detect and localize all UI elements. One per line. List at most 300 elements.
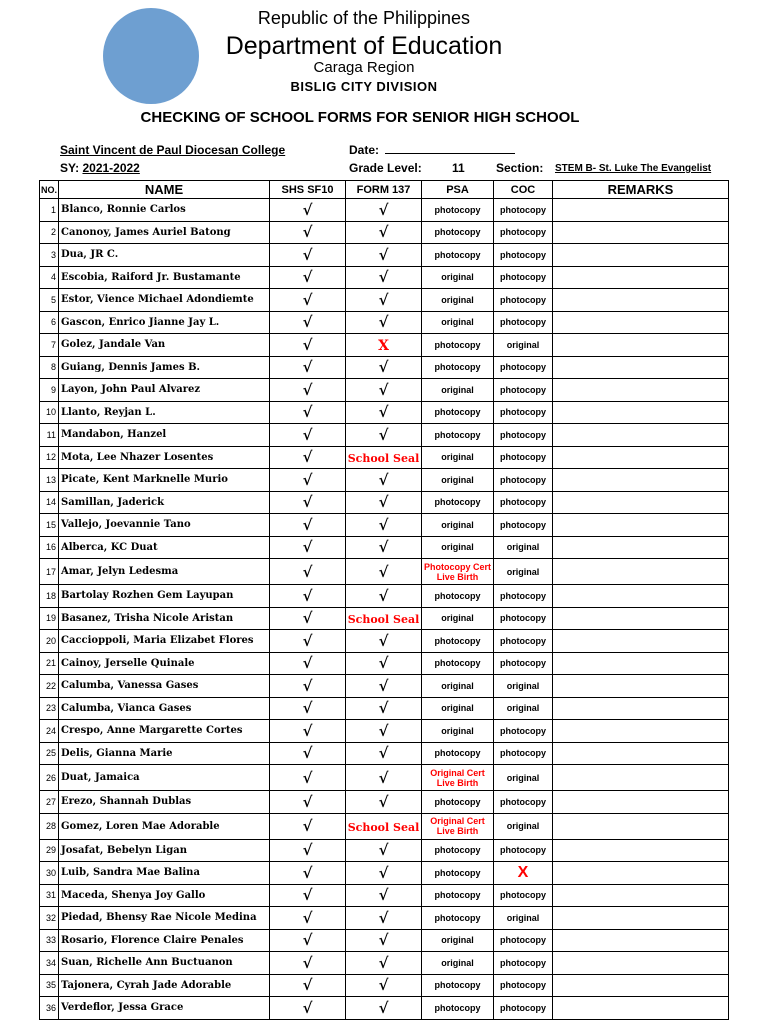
form137-cell <box>346 813 422 839</box>
form137-cell <box>346 244 422 267</box>
row-number: 19 <box>40 607 59 630</box>
psa-cell: original <box>422 289 494 312</box>
check-mark-icon: √ <box>302 676 313 695</box>
table-row <box>40 401 729 424</box>
coc-cell: photocopy <box>494 266 553 289</box>
header-coc: COC <box>494 181 553 199</box>
form137-cell <box>346 675 422 698</box>
psa-cell: original <box>422 266 494 289</box>
psa-cert-note <box>430 816 485 836</box>
psa-cert-line-2: Live Birth <box>436 826 479 836</box>
sf10-cell <box>270 675 346 698</box>
grade-level-value: 11 <box>452 161 465 175</box>
student-name: Rosario, Florence Claire Penales <box>59 929 270 952</box>
form137-cell <box>346 424 422 447</box>
row-number: 21 <box>40 652 59 675</box>
remarks-cell <box>553 974 729 997</box>
table-row <box>40 585 729 608</box>
psa-cert-line-2: Live Birth <box>436 571 479 582</box>
row-number: 35 <box>40 974 59 997</box>
psa-cert-line-1: Original Cert <box>430 816 485 826</box>
remarks-cell <box>553 765 729 791</box>
coc-cell: photocopy <box>494 199 553 222</box>
student-name: Bartolay Rozhen Gem Layupan <box>59 585 270 608</box>
remarks-cell <box>553 514 729 537</box>
row-number: 17 <box>40 559 59 585</box>
student-name: Samillan, Jaderick <box>59 491 270 514</box>
check-mark-icon: √ <box>302 886 313 905</box>
header-no: NO. <box>40 181 59 199</box>
row-number: 36 <box>40 997 59 1020</box>
row-number: 10 <box>40 401 59 424</box>
psa-cell: original <box>422 469 494 492</box>
school-forms-table <box>39 180 729 1020</box>
check-mark-icon: √ <box>302 953 313 972</box>
school-seal-note: School Seal <box>347 613 420 627</box>
student-name: Amar, Jelyn Ledesma <box>59 559 270 585</box>
psa-cert-note <box>430 768 485 788</box>
table-row <box>40 491 729 514</box>
student-name: Dua, JR C. <box>59 244 270 267</box>
form137-cell <box>346 884 422 907</box>
check-mark-icon: √ <box>302 841 313 860</box>
table-row <box>40 311 729 334</box>
sf10-cell <box>270 289 346 312</box>
student-name: Caccioppoli, Maria Elizabet Flores <box>59 630 270 653</box>
remarks-cell <box>553 884 729 907</box>
check-mark-icon: √ <box>302 768 313 787</box>
psa-cell: photocopy <box>422 884 494 907</box>
remarks-cell <box>553 675 729 698</box>
row-number: 30 <box>40 862 59 885</box>
psa-cell: original <box>422 536 494 559</box>
row-number: 29 <box>40 839 59 862</box>
psa-cell: original <box>422 446 494 469</box>
check-mark-icon: √ <box>378 223 389 242</box>
remarks-cell <box>553 401 729 424</box>
form137-cell <box>346 607 422 630</box>
remarks-cell <box>553 221 729 244</box>
coc-cell: photocopy <box>494 446 553 469</box>
psa-cert-line-1: Original Cert <box>430 767 485 778</box>
coc-cell: photocopy <box>494 742 553 765</box>
remarks-cell <box>553 469 729 492</box>
table-row <box>40 469 729 492</box>
table-row <box>40 839 729 862</box>
form137-cell <box>346 652 422 675</box>
coc-cell: photocopy <box>494 929 553 952</box>
psa-cell: photocopy <box>422 221 494 244</box>
sf10-cell <box>270 244 346 267</box>
remarks-cell <box>553 424 729 447</box>
coc-cell: photocopy <box>494 289 553 312</box>
student-name: Picate, Kent Marknelle Murio <box>59 469 270 492</box>
row-number: 32 <box>40 907 59 930</box>
table-row <box>40 862 729 885</box>
check-mark-icon: √ <box>378 768 389 787</box>
remarks-cell <box>553 356 729 379</box>
coc-cell: photocopy <box>494 244 553 267</box>
table-row <box>40 379 729 402</box>
psa-cell: original <box>422 675 494 698</box>
check-mark-icon: √ <box>378 631 389 650</box>
table-row <box>40 742 729 765</box>
coc-cell <box>494 862 553 885</box>
remarks-cell <box>553 742 729 765</box>
student-name: Canonoy, James Auriel Batong <box>59 221 270 244</box>
header-form-137: FORM 137 <box>346 181 422 199</box>
coc-cell: original <box>494 813 553 839</box>
form137-cell <box>346 720 422 743</box>
student-name: Alberca, KC Duat <box>59 536 270 559</box>
row-number: 33 <box>40 929 59 952</box>
sf10-cell <box>270 559 346 585</box>
sf10-cell <box>270 862 346 885</box>
check-mark-icon: √ <box>302 586 313 605</box>
student-name: Piedad, Bhensy Rae Nicole Medina <box>59 907 270 930</box>
coc-cell: original <box>494 765 553 791</box>
form137-cell <box>346 839 422 862</box>
coc-cell: original <box>494 697 553 720</box>
row-number: 23 <box>40 697 59 720</box>
student-name: Gascon, Enrico Jianne Jay L. <box>59 311 270 334</box>
psa-cell: photocopy <box>422 791 494 814</box>
coc-cell: photocopy <box>494 839 553 862</box>
sf10-cell <box>270 401 346 424</box>
sf10-cell <box>270 607 346 630</box>
check-mark-icon: √ <box>302 290 313 309</box>
remarks-cell <box>553 907 729 930</box>
row-number: 26 <box>40 765 59 791</box>
check-mark-icon: √ <box>302 335 313 354</box>
form137-cell <box>346 697 422 720</box>
coc-cell: photocopy <box>494 379 553 402</box>
table-row <box>40 929 729 952</box>
check-mark-icon: √ <box>378 998 389 1017</box>
coc-cell: photocopy <box>494 585 553 608</box>
row-number: 13 <box>40 469 59 492</box>
sf10-cell <box>270 765 346 791</box>
table-row <box>40 266 729 289</box>
check-mark-icon: √ <box>378 841 389 860</box>
form137-cell <box>346 356 422 379</box>
coc-cell: photocopy <box>494 491 553 514</box>
sf10-cell <box>270 997 346 1020</box>
table-row <box>40 813 729 839</box>
check-mark-icon: √ <box>302 609 313 628</box>
check-mark-icon: √ <box>378 721 389 740</box>
sf10-cell <box>270 742 346 765</box>
student-name: Calumba, Vianca Gases <box>59 697 270 720</box>
sf10-cell <box>270 424 346 447</box>
header-remarks: REMARKS <box>553 181 729 199</box>
school-seal-note: School Seal <box>347 452 420 466</box>
psa-cell: original <box>422 929 494 952</box>
remarks-cell <box>553 630 729 653</box>
check-mark-icon: √ <box>378 200 389 219</box>
student-name: Luib, Sandra Mae Balina <box>59 862 270 885</box>
sf10-cell <box>270 884 346 907</box>
sf10-cell <box>270 907 346 930</box>
row-number: 5 <box>40 289 59 312</box>
row-number: 18 <box>40 585 59 608</box>
sf10-cell <box>270 697 346 720</box>
psa-cell: photocopy <box>422 424 494 447</box>
table-row <box>40 765 729 791</box>
sf10-cell <box>270 839 346 862</box>
check-mark-icon: √ <box>378 493 389 512</box>
remarks-cell <box>553 652 729 675</box>
student-name: Crespo, Anne Margarette Cortes <box>59 720 270 743</box>
table-row <box>40 607 729 630</box>
psa-cell: photocopy <box>422 907 494 930</box>
check-mark-icon: √ <box>378 403 389 422</box>
header-shs-sf10: SHS SF10 <box>270 181 346 199</box>
form137-cell <box>346 334 422 357</box>
psa-cell <box>422 559 494 585</box>
coc-cell: original <box>494 675 553 698</box>
student-name: Tajonera, Cyrah Jade Adorable <box>59 974 270 997</box>
psa-cell <box>422 765 494 791</box>
check-mark-icon: √ <box>302 313 313 332</box>
remarks-cell <box>553 379 729 402</box>
psa-cell: photocopy <box>422 997 494 1020</box>
check-mark-icon: √ <box>302 425 313 444</box>
check-mark-icon: √ <box>378 863 389 882</box>
sf10-cell <box>270 446 346 469</box>
coc-cell: photocopy <box>494 356 553 379</box>
check-mark-icon: √ <box>302 631 313 650</box>
coc-cell: photocopy <box>494 884 553 907</box>
remarks-cell <box>553 536 729 559</box>
table-row <box>40 559 729 585</box>
table-row <box>40 907 729 930</box>
sf10-cell <box>270 929 346 952</box>
sf10-cell <box>270 813 346 839</box>
check-mark-icon: √ <box>378 699 389 718</box>
missing-x-mark: X <box>378 337 389 354</box>
psa-cell: photocopy <box>422 334 494 357</box>
psa-cell: photocopy <box>422 652 494 675</box>
psa-cert-line-2: Live Birth <box>436 777 479 788</box>
sf10-cell <box>270 952 346 975</box>
check-mark-icon: √ <box>302 403 313 422</box>
sf10-cell <box>270 720 346 743</box>
student-name: Erezo, Shannah Dublas <box>59 791 270 814</box>
table-row <box>40 334 729 357</box>
form137-cell <box>346 765 422 791</box>
form137-cell <box>346 266 422 289</box>
check-mark-icon: √ <box>302 200 313 219</box>
check-mark-icon: √ <box>378 562 389 581</box>
row-number: 25 <box>40 742 59 765</box>
student-name: Llanto, Reyjan L. <box>59 401 270 424</box>
check-mark-icon: √ <box>378 586 389 605</box>
check-mark-icon: √ <box>378 976 389 995</box>
remarks-cell <box>553 997 729 1020</box>
check-mark-icon: √ <box>378 515 389 534</box>
table-row <box>40 884 729 907</box>
check-mark-icon: √ <box>302 976 313 995</box>
form137-cell <box>346 929 422 952</box>
form137-cell <box>346 742 422 765</box>
psa-cell: original <box>422 697 494 720</box>
coc-cell: original <box>494 334 553 357</box>
check-mark-icon: √ <box>302 654 313 673</box>
form137-cell <box>346 379 422 402</box>
form137-cell <box>346 491 422 514</box>
form137-cell <box>346 514 422 537</box>
row-number: 15 <box>40 514 59 537</box>
sf10-cell <box>270 469 346 492</box>
check-mark-icon: √ <box>378 290 389 309</box>
check-mark-icon: √ <box>378 313 389 332</box>
date-label: Date: <box>349 143 380 157</box>
sf10-cell <box>270 514 346 537</box>
form137-cell <box>346 630 422 653</box>
student-name: Guiang, Dennis James B. <box>59 356 270 379</box>
row-number: 3 <box>40 244 59 267</box>
student-name: Vallejo, Joevannie Tano <box>59 514 270 537</box>
table-row <box>40 997 729 1020</box>
check-mark-icon: √ <box>302 268 313 287</box>
remarks-cell <box>553 791 729 814</box>
table-row <box>40 199 729 222</box>
row-number: 27 <box>40 791 59 814</box>
form137-cell <box>346 559 422 585</box>
row-number: 22 <box>40 675 59 698</box>
row-number: 4 <box>40 266 59 289</box>
student-name: Golez, Jandale Van <box>59 334 270 357</box>
check-mark-icon: √ <box>302 908 313 927</box>
remarks-cell <box>553 266 729 289</box>
check-mark-icon: √ <box>302 998 313 1017</box>
check-mark-icon: √ <box>378 676 389 695</box>
check-mark-icon: √ <box>302 223 313 242</box>
form137-cell <box>346 536 422 559</box>
section-label: Section: <box>496 161 544 175</box>
table-row <box>40 221 729 244</box>
psa-cell: photocopy <box>422 862 494 885</box>
psa-cell <box>422 813 494 839</box>
form137-cell <box>346 952 422 975</box>
coc-cell: photocopy <box>494 652 553 675</box>
table-header-row <box>40 181 729 199</box>
sf10-cell <box>270 491 346 514</box>
check-mark-icon: √ <box>302 448 313 467</box>
row-number: 20 <box>40 630 59 653</box>
student-name: Gomez, Loren Mae Adorable <box>59 813 270 839</box>
check-mark-icon: √ <box>302 817 313 835</box>
check-mark-icon: √ <box>302 699 313 718</box>
coc-cell: photocopy <box>494 630 553 653</box>
check-mark-icon: √ <box>302 358 313 377</box>
check-mark-icon: √ <box>302 931 313 950</box>
row-number: 28 <box>40 813 59 839</box>
remarks-cell <box>553 289 729 312</box>
form-title: CHECKING OF SCHOOL FORMS FOR SENIOR HIGH SCHOOL <box>140 109 580 126</box>
student-name: Estor, Vience Michael Adondiemte <box>59 289 270 312</box>
missing-x-mark: X <box>517 863 529 881</box>
sf10-cell <box>270 334 346 357</box>
remarks-cell <box>553 585 729 608</box>
header-name: NAME <box>59 181 270 199</box>
coc-cell: photocopy <box>494 720 553 743</box>
student-name: Duat, Jamaica <box>59 765 270 791</box>
psa-cert-line-1: Photocopy Cert <box>423 561 491 572</box>
check-mark-icon: √ <box>378 470 389 489</box>
remarks-cell <box>553 334 729 357</box>
remarks-cell <box>553 862 729 885</box>
check-mark-icon: √ <box>302 792 313 811</box>
republic-heading: Republic of the Philippines <box>257 8 471 28</box>
sf10-cell <box>270 266 346 289</box>
remarks-cell <box>553 697 729 720</box>
row-number: 16 <box>40 536 59 559</box>
check-mark-icon: √ <box>378 380 389 399</box>
form137-cell <box>346 311 422 334</box>
coc-cell: photocopy <box>494 401 553 424</box>
psa-cell: photocopy <box>422 585 494 608</box>
student-name: Verdeflor, Jessa Grace <box>59 997 270 1020</box>
student-name: Blanco, Ronnie Carlos <box>59 199 270 222</box>
psa-cell: photocopy <box>422 630 494 653</box>
table-row <box>40 974 729 997</box>
student-name: Mandabon, Hanzel <box>59 424 270 447</box>
check-mark-icon: √ <box>302 470 313 489</box>
sf10-cell <box>270 199 346 222</box>
region-heading: Caraga Region <box>313 59 415 76</box>
student-name: Mota, Lee Nhazer Losentes <box>59 446 270 469</box>
form137-cell <box>346 289 422 312</box>
psa-cell: photocopy <box>422 491 494 514</box>
check-mark-icon: √ <box>378 792 389 811</box>
table-row <box>40 720 729 743</box>
remarks-cell <box>553 199 729 222</box>
form137-cell <box>346 862 422 885</box>
psa-cell: photocopy <box>422 244 494 267</box>
row-number: 8 <box>40 356 59 379</box>
row-number: 7 <box>40 334 59 357</box>
remarks-cell <box>553 839 729 862</box>
row-number: 9 <box>40 379 59 402</box>
check-mark-icon: √ <box>302 245 313 264</box>
check-mark-icon: √ <box>378 744 389 763</box>
sf10-cell <box>270 652 346 675</box>
remarks-cell <box>553 559 729 585</box>
coc-cell: original <box>494 536 553 559</box>
row-number: 14 <box>40 491 59 514</box>
student-name: Basanez, Trisha Nicole Aristan <box>59 607 270 630</box>
check-mark-icon: √ <box>302 515 313 534</box>
sy-label: SY: <box>60 161 80 175</box>
table-row <box>40 244 729 267</box>
sf10-cell <box>270 536 346 559</box>
remarks-cell <box>553 311 729 334</box>
check-mark-icon: √ <box>302 744 313 763</box>
psa-cert-note <box>424 562 491 582</box>
coc-cell: photocopy <box>494 974 553 997</box>
student-name: Josafat, Bebelyn Ligan <box>59 839 270 862</box>
sy-value: 2021-2022 <box>82 161 140 175</box>
row-number: 6 <box>40 311 59 334</box>
table-row <box>40 289 729 312</box>
check-mark-icon: √ <box>378 953 389 972</box>
table-row <box>40 652 729 675</box>
remarks-cell <box>553 607 729 630</box>
table-row <box>40 446 729 469</box>
sf10-cell <box>270 221 346 244</box>
